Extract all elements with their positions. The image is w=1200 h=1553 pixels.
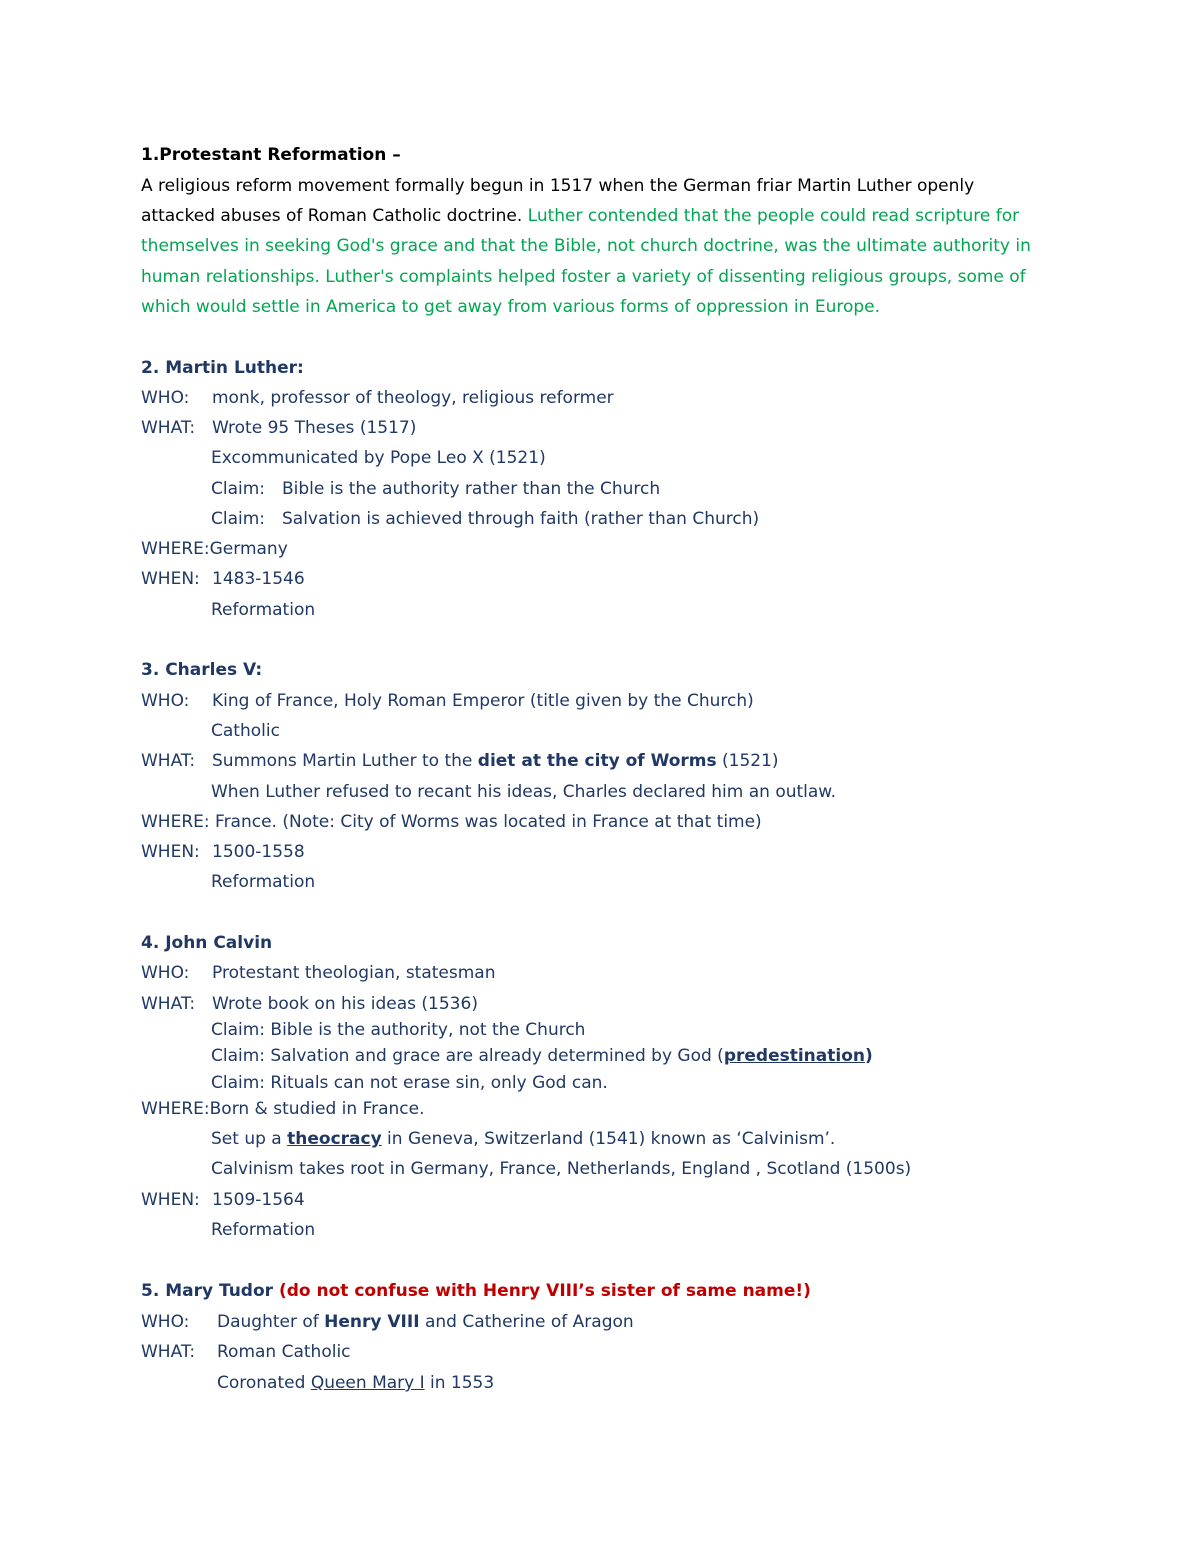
claim-value: Bible is the authority rather than the Church [282, 479, 661, 499]
where-value-row [211, 1128, 835, 1150]
section-5-note: (do not confuse with Henry VIII’s sister of same name!) [278, 1281, 811, 1301]
body-text: attacked abuses of Roman Catholic doctrine. [141, 206, 523, 226]
where-value: Calvinism takes root in Germany, France, Netherlands, England , Scotland (1500s) [211, 1159, 912, 1179]
era-value: Reformation [211, 872, 316, 892]
where-label: WHERE: [141, 1099, 210, 1119]
when-value: 1500-1558 [212, 842, 305, 862]
when-label: WHEN: [141, 842, 200, 862]
when-value: 1509-1564 [212, 1190, 305, 1210]
when-row [141, 568, 305, 590]
where-value: France. (Note: City of Worms was located in France at that time) [215, 812, 762, 832]
where-row [141, 811, 762, 833]
claim-value: ) [865, 1046, 873, 1066]
what-row [141, 993, 478, 1015]
what-label: WHAT: [141, 418, 196, 438]
who-label: WHO: [141, 963, 190, 983]
where-row [141, 1098, 425, 1120]
where-row [141, 538, 288, 560]
when-row [141, 1189, 305, 1211]
what-label: WHAT: [141, 1342, 196, 1362]
what-value: Excommunicated by Pope Leo X (1521) [211, 448, 546, 468]
who-label: WHO: [141, 388, 190, 408]
what-value-bold: diet at the city of Worms [477, 751, 717, 771]
who-row [141, 1311, 634, 1333]
what-value: Coronated [217, 1373, 311, 1393]
section-5-heading: 5. Mary Tudor [141, 1281, 279, 1301]
who-value: Daughter of [217, 1312, 325, 1332]
claim-row [211, 508, 759, 530]
who-value: monk, professor of theology, religious reformer [212, 388, 614, 408]
who-value: Protestant theologian, statesman [212, 963, 496, 983]
when-label: WHEN: [141, 1190, 200, 1210]
what-value: Wrote 95 Theses (1517) [212, 418, 417, 438]
what-value: in 1553 [424, 1373, 495, 1393]
what-value: When Luther refused to recant his ideas, Charles declared him an outlaw. [211, 782, 837, 802]
what-value: Summons Martin Luther to the [212, 751, 478, 771]
section-3-heading: 3. Charles V: [141, 660, 263, 680]
claim-row [211, 478, 660, 500]
who-label: WHO: [141, 691, 190, 711]
where-value: Born & studied in France. [209, 1099, 425, 1119]
queen-mary-term: Queen Mary I [310, 1373, 425, 1393]
what-value: (1521) [716, 751, 779, 771]
section-1-body-line: A religious reform movement formally begun in 1517 when the German friar Martin Luther openly [141, 176, 975, 196]
who-row [141, 690, 754, 712]
who-value-bold: Henry VIII [324, 1312, 420, 1332]
claim-value: Salvation is achieved through faith (rather than Church) [282, 509, 760, 529]
where-value: Germany [209, 539, 288, 559]
who-value: and Catherine of Aragon [419, 1312, 634, 1332]
who-value: King of France, Holy Roman Emperor (title given by the Church) [212, 691, 754, 711]
section-1-body-line: which would settle in America to get away from various forms of oppression in Europe. [141, 297, 881, 317]
claim-value: Claim: Rituals can not erase sin, only God can. [211, 1073, 608, 1093]
where-value: in Geneva, Switzerland (1541) known as ‘Calvinism’. [381, 1129, 836, 1149]
where-label: WHERE: [141, 812, 210, 832]
section-1-body-line [141, 205, 1019, 227]
claim-row [211, 1045, 873, 1067]
when-value: 1483-1546 [212, 569, 305, 589]
what-row [141, 417, 416, 439]
who-label: WHO: [141, 1312, 190, 1332]
section-4-heading: 4. John Calvin [141, 933, 273, 953]
section-2-heading: 2. Martin Luther: [141, 358, 304, 378]
predestination-term: predestination [723, 1046, 865, 1066]
claim-label: Claim: [211, 509, 266, 529]
claim-label: Claim: [211, 479, 266, 499]
what-row [141, 1341, 351, 1363]
where-label: WHERE: [141, 539, 210, 559]
what-label: WHAT: [141, 994, 196, 1014]
what-label: WHAT: [141, 751, 196, 771]
what-value: Roman Catholic [217, 1342, 351, 1362]
what-value-row [217, 1372, 494, 1394]
era-value: Reformation [211, 1220, 316, 1240]
claim-value: Claim: Salvation and grace are already determined by God ( [211, 1046, 724, 1066]
who-row [141, 387, 614, 409]
who-row [141, 962, 496, 984]
where-value: Set up a [211, 1129, 288, 1149]
theocracy-term: theocracy [287, 1129, 382, 1149]
what-row [141, 750, 779, 772]
section-5-heading-row [141, 1280, 811, 1302]
when-label: WHEN: [141, 569, 200, 589]
body-text-green: Luther contended that the people could read scripture for [522, 206, 1020, 226]
section-1-body-line: themselves in seeking God's grace and that the Bible, not church doctrine, was the ultimate authority in [141, 236, 1031, 256]
who-value: Catholic [211, 721, 280, 741]
section-1-body-line: human relationships. Luther's complaints helped foster a variety of dissenting religious groups, some of [141, 267, 1026, 287]
section-1-heading: 1.Protestant Reformation – [141, 145, 401, 165]
when-row [141, 841, 305, 863]
era-value: Reformation [211, 600, 316, 620]
what-value: Wrote book on his ideas (1536) [212, 994, 478, 1014]
claim-value: Claim: Bible is the authority, not the Church [211, 1020, 586, 1040]
